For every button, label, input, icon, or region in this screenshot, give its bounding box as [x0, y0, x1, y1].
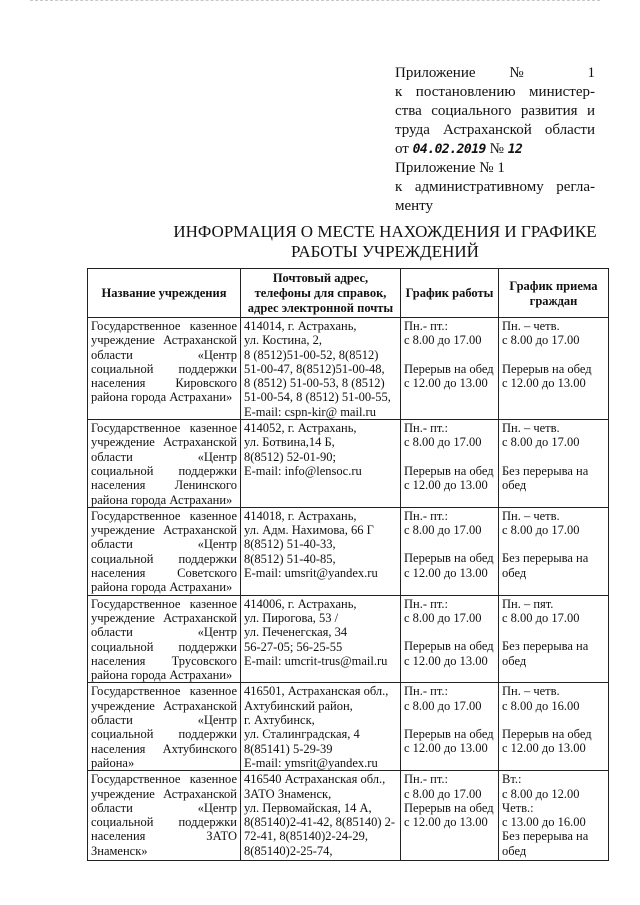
work-schedule-cell	[401, 507, 499, 595]
work-schedule-cell	[401, 771, 499, 861]
schedule-line: с 12.00 до 13.00	[404, 375, 488, 390]
address-line: ул. Адм. Нахимова, 66 Г	[244, 523, 374, 538]
address-line: ул. Печенегская, 34	[244, 625, 348, 640]
line-gap	[404, 713, 495, 727]
handwritten-number: 12	[507, 142, 523, 157]
schedule-line: Пн.- пт.:	[404, 684, 448, 699]
line-gap	[404, 348, 495, 362]
schedule-line: с 12.00 до 13.00	[502, 375, 586, 390]
schedule-line: с 12.00 до 13.00	[404, 815, 488, 830]
reception-schedule-cell	[499, 683, 609, 771]
reception-schedule-cell	[499, 595, 609, 683]
address-line: ул. Костина, 2,	[244, 333, 323, 348]
schedule-line: Пн.- пт.:	[404, 421, 448, 436]
schedule-line: с 12.00 до 13.00	[404, 477, 488, 492]
schedule-line: с 12.00 до 13.00	[502, 741, 586, 756]
address-line: ул. Пирогова, 53 /	[244, 610, 339, 625]
table-row	[88, 595, 609, 683]
schedule-line: Без перерыва на обед	[502, 639, 589, 668]
handwritten-date: 04.02.2019	[412, 142, 486, 157]
address-line: г. Ахтубинск,	[244, 713, 315, 728]
address-cell	[241, 420, 401, 508]
address-line: ул. Ботвина,14 Б,	[244, 435, 335, 450]
schedule-line: Пн. – четв.	[502, 319, 560, 333]
schedule-line: Вт.:	[502, 772, 522, 787]
address-cell	[241, 318, 401, 420]
schedule-line: с 8.00 до 17.00	[404, 698, 482, 713]
institution-name-cell: Государственное казенное учреждение Астраханской области «Центр социальной поддержки населения Ахтубинского района»	[88, 683, 241, 771]
address-cell	[241, 595, 401, 683]
appendix-line: ства социального развития и	[395, 103, 595, 119]
number-prefix: №	[489, 141, 504, 157]
address-line: 414006, г. Астрахань,	[244, 596, 357, 611]
schedule-line: с 8.00 до 17.00	[404, 523, 482, 538]
date-prefix: от	[395, 141, 409, 157]
line-gap	[502, 713, 605, 727]
work-schedule-cell	[401, 683, 499, 771]
table-row	[88, 771, 609, 861]
work-schedule-cell	[401, 420, 499, 508]
address-line: 8(8512) 51-40-85,	[244, 551, 336, 566]
address-cell	[241, 507, 401, 595]
schedule-line: Перерыв на обед	[404, 639, 494, 654]
column-header-work-schedule: График работы	[401, 269, 499, 318]
schedule-line: Пн.- пт.:	[404, 772, 448, 787]
appendix-line: труда Астраханской области	[395, 122, 595, 138]
address-line: E-mail: cspn-kir@ mail.ru	[244, 404, 376, 419]
schedule-line: Перерыв на обед	[404, 800, 494, 815]
appendix-line: Приложение № 1	[395, 160, 505, 176]
schedule-line: с 13.00 до 16.00	[502, 815, 586, 830]
schedule-line: с 8.00 до 17.00	[502, 333, 580, 348]
reception-schedule-cell	[499, 507, 609, 595]
schedule-line: с 8.00 до 17.00	[404, 333, 482, 348]
schedule-line: Пн. – пят.	[502, 596, 554, 611]
address-line: 8 (8512)51-00-52, 8(8512) 51-00-47, 8(8512)51-00-48,	[244, 347, 385, 376]
schedule-line: Без перерыва на обед	[502, 463, 589, 492]
schedule-line: с 8.00 до 17.00	[404, 610, 482, 625]
table-row	[88, 318, 609, 420]
institutions-table	[87, 268, 609, 861]
schedule-line: Пн. – четв.	[502, 684, 560, 699]
address-line: 416540 Астраханская обл., ЗАТО Знаменск,	[244, 772, 386, 801]
schedule-line: Перерыв на обед	[404, 463, 494, 478]
line-gap	[404, 537, 495, 551]
schedule-line: Перерыв на обед	[404, 361, 494, 376]
address-line: 8(85140)2-41-42, 8(85140) 2-72-41, 8(85140)2-24-29,	[244, 815, 396, 844]
schedule-line: Перерыв на обед	[502, 361, 592, 376]
address-line: 414018, г. Астрахань,	[244, 508, 357, 523]
column-header-reception-schedule: График приема граждан	[499, 269, 609, 318]
column-header-address: Почтовый адрес, телефоны для справок, адрес электронной почты	[241, 269, 401, 318]
schedule-line: с 8.00 до 16.00	[502, 698, 580, 713]
schedule-line: Пн. – четв.	[502, 421, 560, 436]
address-line: 8(85141) 5-29-39	[244, 741, 333, 756]
address-line: E-mail: umcrit-trus@mail.ru	[244, 653, 388, 668]
reception-schedule-cell	[499, 420, 609, 508]
address-line: 8(8512) 51-40-33,	[244, 537, 336, 552]
address-line: 416501, Астраханская обл., Ахтубинский район,	[244, 684, 389, 713]
address-line: ул. Сталинградская, 4	[244, 727, 360, 742]
address-line: 8(8512) 52-01-90;	[244, 449, 336, 464]
schedule-line: с 8.00 до 17.00	[404, 435, 482, 450]
schedule-line: с 8.00 до 12.00	[502, 786, 580, 801]
scan-edge	[30, 0, 600, 5]
table-row	[88, 507, 609, 595]
table-row	[88, 420, 609, 508]
institution-name-cell: Государственное казенное учреждение Астраханской области «Центр социальной поддержки населения Кировского района города Астрахани»	[88, 318, 241, 420]
institution-name-cell: Государственное казенное учреждение Астраханской области «Центр социальной поддержки населения ЗАТО Знаменск»	[88, 771, 241, 861]
reception-schedule-cell	[499, 771, 609, 861]
address-line: 56-27-05; 56-25-55	[244, 639, 343, 654]
schedule-line: Четв.:	[502, 800, 534, 815]
schedule-line: Пн.- пт.:	[404, 319, 448, 333]
address-line: E-mail: umsrit@yandex.ru	[244, 566, 378, 581]
work-schedule-cell	[401, 595, 499, 683]
schedule-line: Перерыв на обед	[404, 727, 494, 742]
address-line: 414052, г. Астрахань,	[244, 421, 357, 436]
document-title: ИНФОРМАЦИЯ О МЕСТЕ НАХОЖДЕНИЯ И ГРАФИКЕ РАБОТЫ УЧРЕЖДЕНИЙ	[173, 222, 597, 261]
line-gap	[502, 625, 605, 639]
work-schedule-cell	[401, 318, 499, 420]
schedule-line: Пн.- пт.:	[404, 508, 448, 523]
address-line: 8(85140)2-25-74,	[244, 843, 333, 858]
institution-name-cell: Государственное казенное учреждение Астраханской области «Центр социальной поддержки населения Советского района города Астрахани»	[88, 507, 241, 595]
reception-schedule-cell	[499, 318, 609, 420]
address-cell	[241, 683, 401, 771]
schedule-line: с 8.00 до 17.00	[502, 610, 580, 625]
address-line: ул. Первомайская, 14 А,	[244, 800, 372, 815]
table-header-row	[88, 269, 609, 318]
institution-name-cell: Государственное казенное учреждение Астраханской области «Центр социальной поддержки населения Ленинского района города Астрахани»	[88, 420, 241, 508]
address-line: E-mail: info@lensoc.ru	[244, 463, 362, 478]
schedule-line: с 12.00 до 13.00	[404, 653, 488, 668]
address-line: 8 (8512) 51-00-53, 8 (8512) 51-00-54, 8 (8512) 51-00-55,	[244, 376, 391, 405]
line-gap	[502, 348, 605, 362]
schedule-line: с 8.00 до 17.00	[404, 786, 482, 801]
appendix-date-line	[395, 140, 595, 159]
line-gap	[502, 450, 605, 464]
appendix-line: менту	[395, 198, 434, 214]
schedule-line: с 12.00 до 13.00	[404, 565, 488, 580]
institution-name-cell: Государственное казенное учреждение Астраханской области «Центр социальной поддержки населения Трусовского района города Астрахани»	[88, 595, 241, 683]
line-gap	[404, 450, 495, 464]
schedule-line: Пн. – четв.	[502, 508, 560, 523]
appendix-line: к постановлению министер-	[395, 84, 595, 100]
schedule-line: с 12.00 до 13.00	[404, 741, 488, 756]
schedule-line: Без перерыва на обед	[502, 551, 589, 580]
appendix-line: Приложение № 1	[395, 65, 595, 81]
schedule-line: Перерыв на обед	[502, 727, 592, 742]
schedule-line: Пн.- пт.:	[404, 596, 448, 611]
address-line: E-mail: ymsrit@yandex.ru	[244, 755, 378, 770]
address-cell	[241, 771, 401, 861]
line-gap	[404, 625, 495, 639]
appendix-block	[395, 64, 595, 216]
schedule-line: с 8.00 до 17.00	[502, 523, 580, 538]
appendix-line: к административному регла-	[395, 179, 595, 195]
line-gap	[502, 537, 605, 551]
address-line: 414014, г. Астрахань,	[244, 319, 357, 333]
table-row	[88, 683, 609, 771]
schedule-line: Перерыв на обед	[404, 551, 494, 566]
schedule-line: Без перерыва на обед	[502, 829, 589, 858]
column-header-name: Название учреждения	[88, 269, 241, 318]
schedule-line: с 8.00 до 17.00	[502, 435, 580, 450]
